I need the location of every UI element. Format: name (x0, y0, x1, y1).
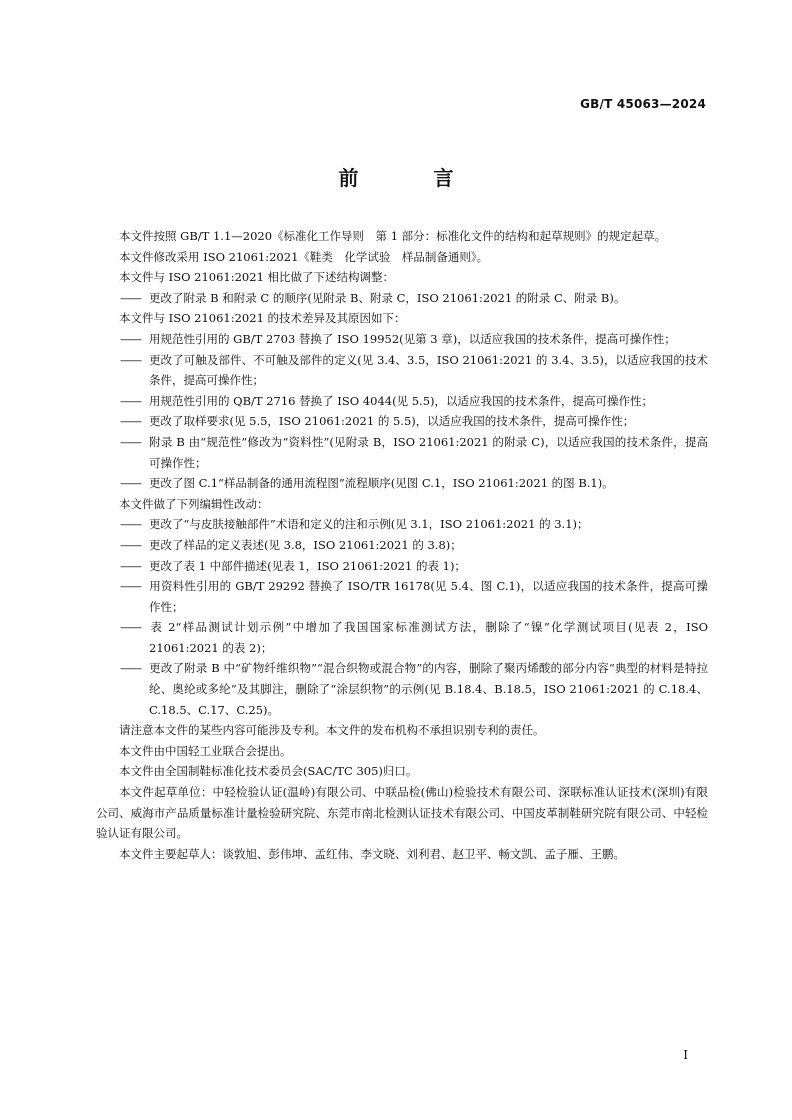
paragraph: 本文件由全国制鞋标准化技术委员会(SAC/TC 305)归口。 (119, 764, 418, 779)
list-item-text: 更改了取样要求(见 5.5，ISO 21061:2021 的 5.5)，以适应我国的技术条件，提高可操作性； (149, 414, 635, 429)
list-item (96, 288, 708, 309)
list-item (96, 432, 708, 473)
standard-code: GB/T 45063—2024 (580, 97, 706, 111)
list-item-text: 用资料性引用的 GB/T 29292 替换了 ISO/TR 16178(见 5.4、图 C.1)，以适应我国的技术条件，提高可操作性； (149, 579, 708, 614)
page-number: I (683, 1048, 688, 1062)
paragraph: 本文件做了下列编辑性改动： (119, 496, 269, 511)
list-item (96, 473, 708, 494)
list-item-text: 表 2“样品测试计划示例”中增加了我国国家标准测试方法，删除了“镍”化学测试项目(见表 2，ISO 21061:2021 的表 2)； (149, 620, 708, 655)
paragraph: 本文件与 ISO 21061:2021 相比做了下述结构调整： (119, 270, 395, 285)
paragraph: 请注意本文件的某些内容可能涉及专利。本文件的发布机构不承担识别专利的责任。 (119, 723, 545, 738)
list-item-text: 用规范性引用的 QB/T 2716 替换了 ISO 4044(见 5.5)，以适应我国的技术条件，提高可操作性； (149, 393, 653, 408)
list-item-text: 更改了可触及部件、不可触及部件的定义(见 3.4、3.5，ISO 21061:2021 的 3.4、3.5)，以适应我国的技术条件，提高可操作性； (149, 352, 708, 388)
page-title: 前 言 (338, 166, 488, 190)
list-item (96, 617, 708, 658)
list-item-text: 更改了附录 B 和附录 C 的顺序(见附录 B、附录 C，ISO 21061:2021 的附录 C、附录 B)。 (149, 290, 626, 305)
dash-marker: —— (120, 393, 141, 408)
list-item-text: 用规范性引用的 GB/T 2703 替换了 ISO 19952(见第 3 章)，以适应我国的技术条件，提高可操作性； (149, 331, 676, 346)
list-item-text: 附录 B 由“规范性”修改为“资料性”(见附录 B，ISO 21061:2021 的附录 C)，以适应我国的技术条件，提高可操作性； (149, 434, 708, 470)
list-item (96, 514, 708, 535)
dash-marker: —— (120, 620, 141, 635)
dash-marker: —— (120, 558, 141, 573)
list-item (96, 411, 708, 432)
paragraph: 本文件由中国轻工业联合会提出。 (119, 743, 292, 758)
list-item-text: 更改了表 1 中部件描述(见表 1，ISO 21061:2021 的表 1)； (149, 558, 466, 573)
paragraph: 本文件与 ISO 21061:2021 的技术差异及其原因如下： (119, 311, 406, 326)
list-item (96, 350, 708, 391)
dash-marker: —— (120, 290, 141, 305)
list-item-text: 更改了图 C.1“样品制备的通用流程图”流程顺序(见图 C.1，ISO 21061:2021 的图 B.1)。 (149, 476, 614, 491)
paragraph: 本文件修改采用 ISO 21061:2021《鞋类 化学试验 样品制备通则》。 (119, 249, 489, 264)
dash-marker: —— (120, 661, 141, 676)
dash-marker: —— (120, 517, 141, 532)
paragraph: 本文件按照 GB/T 1.1—2020《标准化工作导则 第 1 部分：标准化文件的结构和起草规则》的规定起草。 (119, 229, 667, 243)
foreword-body (96, 226, 708, 864)
list-item (96, 658, 708, 720)
list-item (96, 329, 708, 350)
dash-marker: —— (120, 352, 141, 367)
list-item-text: 更改了“与皮肤接触部件”术语和定义的注和示例(见 3.1，ISO 21061:2021 的 3.1)； (149, 517, 589, 532)
list-item (96, 576, 708, 617)
list-item-text: 更改了附录 B 中“矿物纤维织物”“混合织物或混合物”的内容，删除了聚丙烯酸的部分内容“典型的材料是特拉纶、奥纶或多纶”及其脚注，删除了“涂层织物”的示例(见 B.18.4、B.18.5，ISO 21061:2021 的 C.18.4、C.18.5、C.17、C.25)。 (149, 661, 708, 717)
dash-marker: —— (120, 537, 141, 552)
dash-marker: —— (120, 476, 141, 491)
dash-marker: —— (120, 414, 141, 429)
list-item-text: 更改了样品的定义表述(见 3.8，ISO 21061:2021 的 3.8)； (149, 537, 462, 552)
paragraph: 本文件主要起草人：谈敦旭、彭伟坤、孟红伟、李文晓、刘利君、赵卫平、畅文凯、孟子雁、王鹏。 (119, 846, 625, 861)
paragraph: 本文件起草单位：中轻检验认证(温岭)有限公司、中联品检(佛山)检验技术有限公司、深联标准认证技术(深圳)有限公司、威海市产品质量标准计量检验研究院、东莞市南北检测认证技术有限公司、中国皮革制鞋研究院有限公司、中轻检验认证有限公司。 (96, 785, 708, 841)
list-item (96, 535, 708, 556)
dash-marker: —— (120, 579, 141, 594)
list-item (96, 391, 708, 412)
dash-marker: —— (120, 331, 141, 346)
list-item (96, 556, 708, 577)
dash-marker: —— (120, 434, 141, 449)
